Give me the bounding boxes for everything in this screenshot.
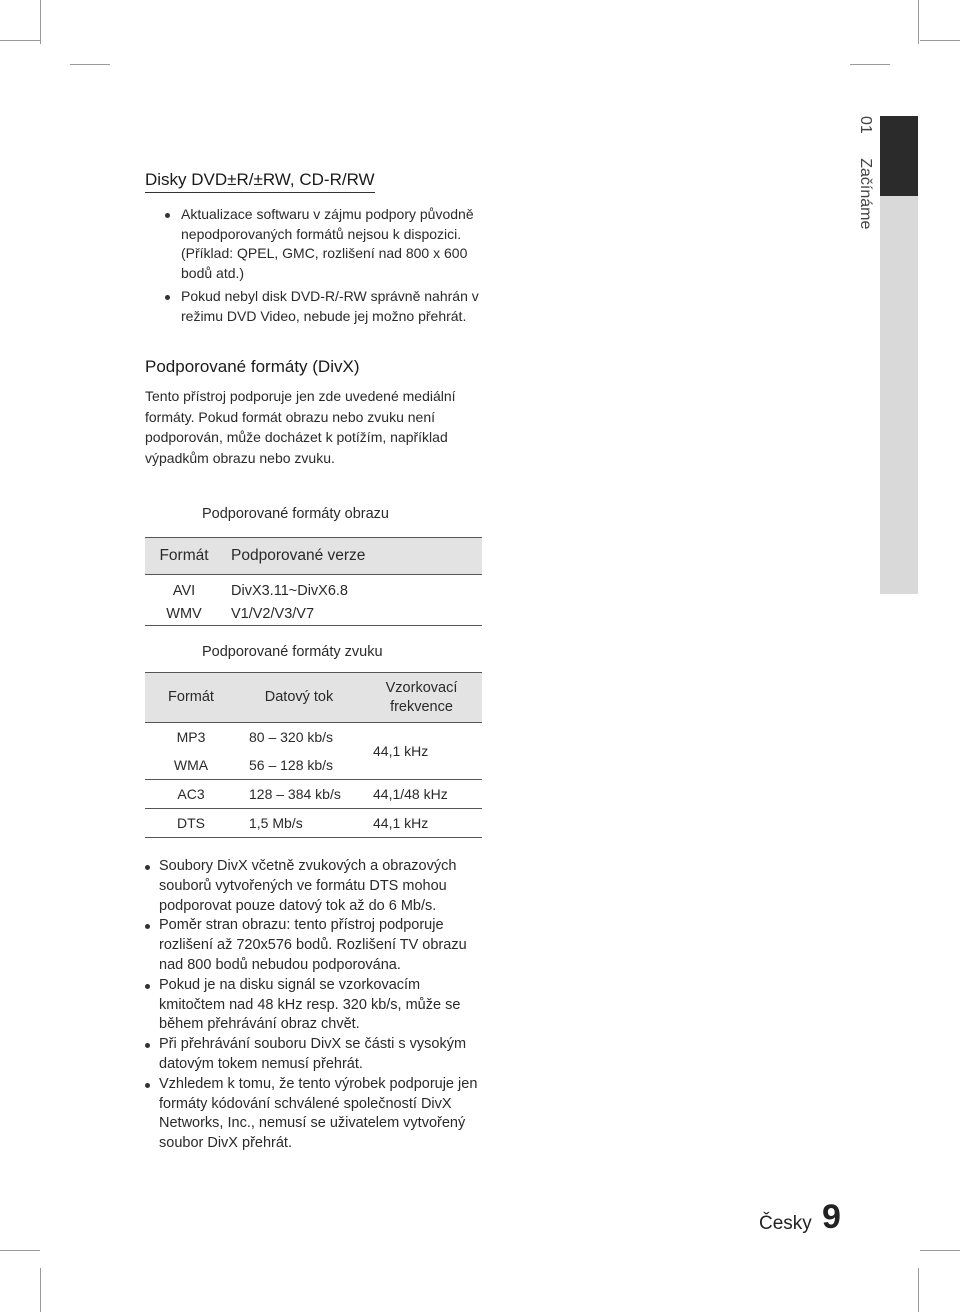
audio-table-caption: Podporované formáty zvuku <box>202 644 383 660</box>
crop-mark <box>918 1268 919 1312</box>
page-number: 9 <box>822 1198 841 1236</box>
table-row <box>145 809 482 838</box>
crop-mark <box>918 0 919 44</box>
table-row <box>145 575 482 603</box>
table-header: Formát <box>145 673 237 723</box>
list-item: Pokud je na disku signál se vzorkovacím kmitočtem nad 48 kHz resp. 320 kb/s, může se během přehrávání obraz chvět. <box>145 976 490 1035</box>
table-cell: 44,1/48 kHz <box>361 780 482 809</box>
notes-bullet-list <box>145 857 490 1154</box>
list-item: Poměr stran obrazu: tento přístroj podporuje rozlišení až 720x576 bodů. Rozlišení TV obrazu nad 800 bodů nebudou podporována. <box>145 916 490 975</box>
chapter-number: 01 <box>857 116 874 134</box>
crop-mark <box>850 64 890 65</box>
crop-mark <box>0 40 40 41</box>
table-cell: WMV <box>145 602 223 626</box>
table-cell: DivX3.11~DivX6.8 <box>231 582 348 599</box>
footer-language: Česky <box>759 1213 812 1234</box>
chapter-title: Začínáme <box>857 158 874 230</box>
table-header: Podporované verze <box>223 538 482 575</box>
table-cell: 128 – 384 kb/s <box>237 780 361 809</box>
audio-formats-table <box>145 672 482 838</box>
crop-mark <box>40 1268 41 1312</box>
list-item: Pokud nebyl disk DVD-R/-RW správně nahrán v režimu DVD Video, nebude jej možno přehrát. <box>165 287 495 326</box>
crop-mark <box>920 40 960 41</box>
table-row <box>145 780 482 809</box>
table-cell: 44,1 kHz <box>361 809 482 838</box>
table-row <box>145 723 482 752</box>
table-cell: AC3 <box>145 780 237 809</box>
chapter-label <box>850 116 880 276</box>
crop-mark <box>920 1250 960 1251</box>
section-heading-discs: Disky DVD±R/±RW, CD-R/RW <box>145 170 375 193</box>
table-cell: DTS <box>145 809 237 838</box>
crop-mark <box>0 1250 40 1251</box>
list-item: Při přehrávání souboru DivX se části s vysokým datovým tokem nemusí přehrát. <box>145 1035 490 1075</box>
discs-bullet-list <box>165 205 495 330</box>
video-table-caption: Podporované formáty obrazu <box>202 506 389 522</box>
table-cell: 44,1 kHz <box>361 723 482 780</box>
table-cell: V1/V2/V3/V7 <box>223 602 482 626</box>
divx-intro-paragraph: Tento přístroj podporuje jen zde uvedené mediální formáty. Pokud formát obrazu nebo zvuku není podporován, může docházet k potížím, například výpadkům obrazu nebo zvuku. <box>145 388 456 466</box>
crop-mark <box>40 0 41 44</box>
list-item: Aktualizace softwaru v zájmu podpory původně nepodporovaných formátů nejsou k dispozici. (Příklad: QPEL, GMC, rozlišení nad 800 x 600 bodů atd.) <box>165 205 495 283</box>
section-heading-divx: Podporované formáty (DivX) <box>145 357 360 376</box>
table-cell: 80 – 320 kb/s <box>249 729 334 745</box>
chapter-tab-dark <box>880 116 918 196</box>
table-cell: 56 – 128 kb/s <box>237 751 361 780</box>
video-formats-table <box>145 537 482 626</box>
list-item: Soubory DivX včetně zvukových a obrazových souborů vytvořených ve formátu DTS mohou podporovat pouze datový tok až do 6 Mb/s. <box>145 857 490 916</box>
table-header: Formát <box>145 538 223 575</box>
table-header: Datový tok <box>237 673 361 723</box>
chapter-tab-light <box>880 196 918 594</box>
list-item: Vzhledem k tomu, že tento výrobek podporuje jen formáty kódování schválené společností DivX Networks, Inc., nemusí se uživatelem vytvořený soubor DivX přehrát. <box>145 1075 490 1154</box>
table-cell: 1,5 Mb/s <box>237 809 361 838</box>
table-cell: MP3 <box>176 729 206 745</box>
table-row <box>145 602 482 626</box>
table-cell: AVI <box>172 582 196 599</box>
table-cell: WMA <box>145 751 237 780</box>
table-header: Vzorkovací frekvence <box>361 673 482 723</box>
crop-mark <box>70 64 110 65</box>
